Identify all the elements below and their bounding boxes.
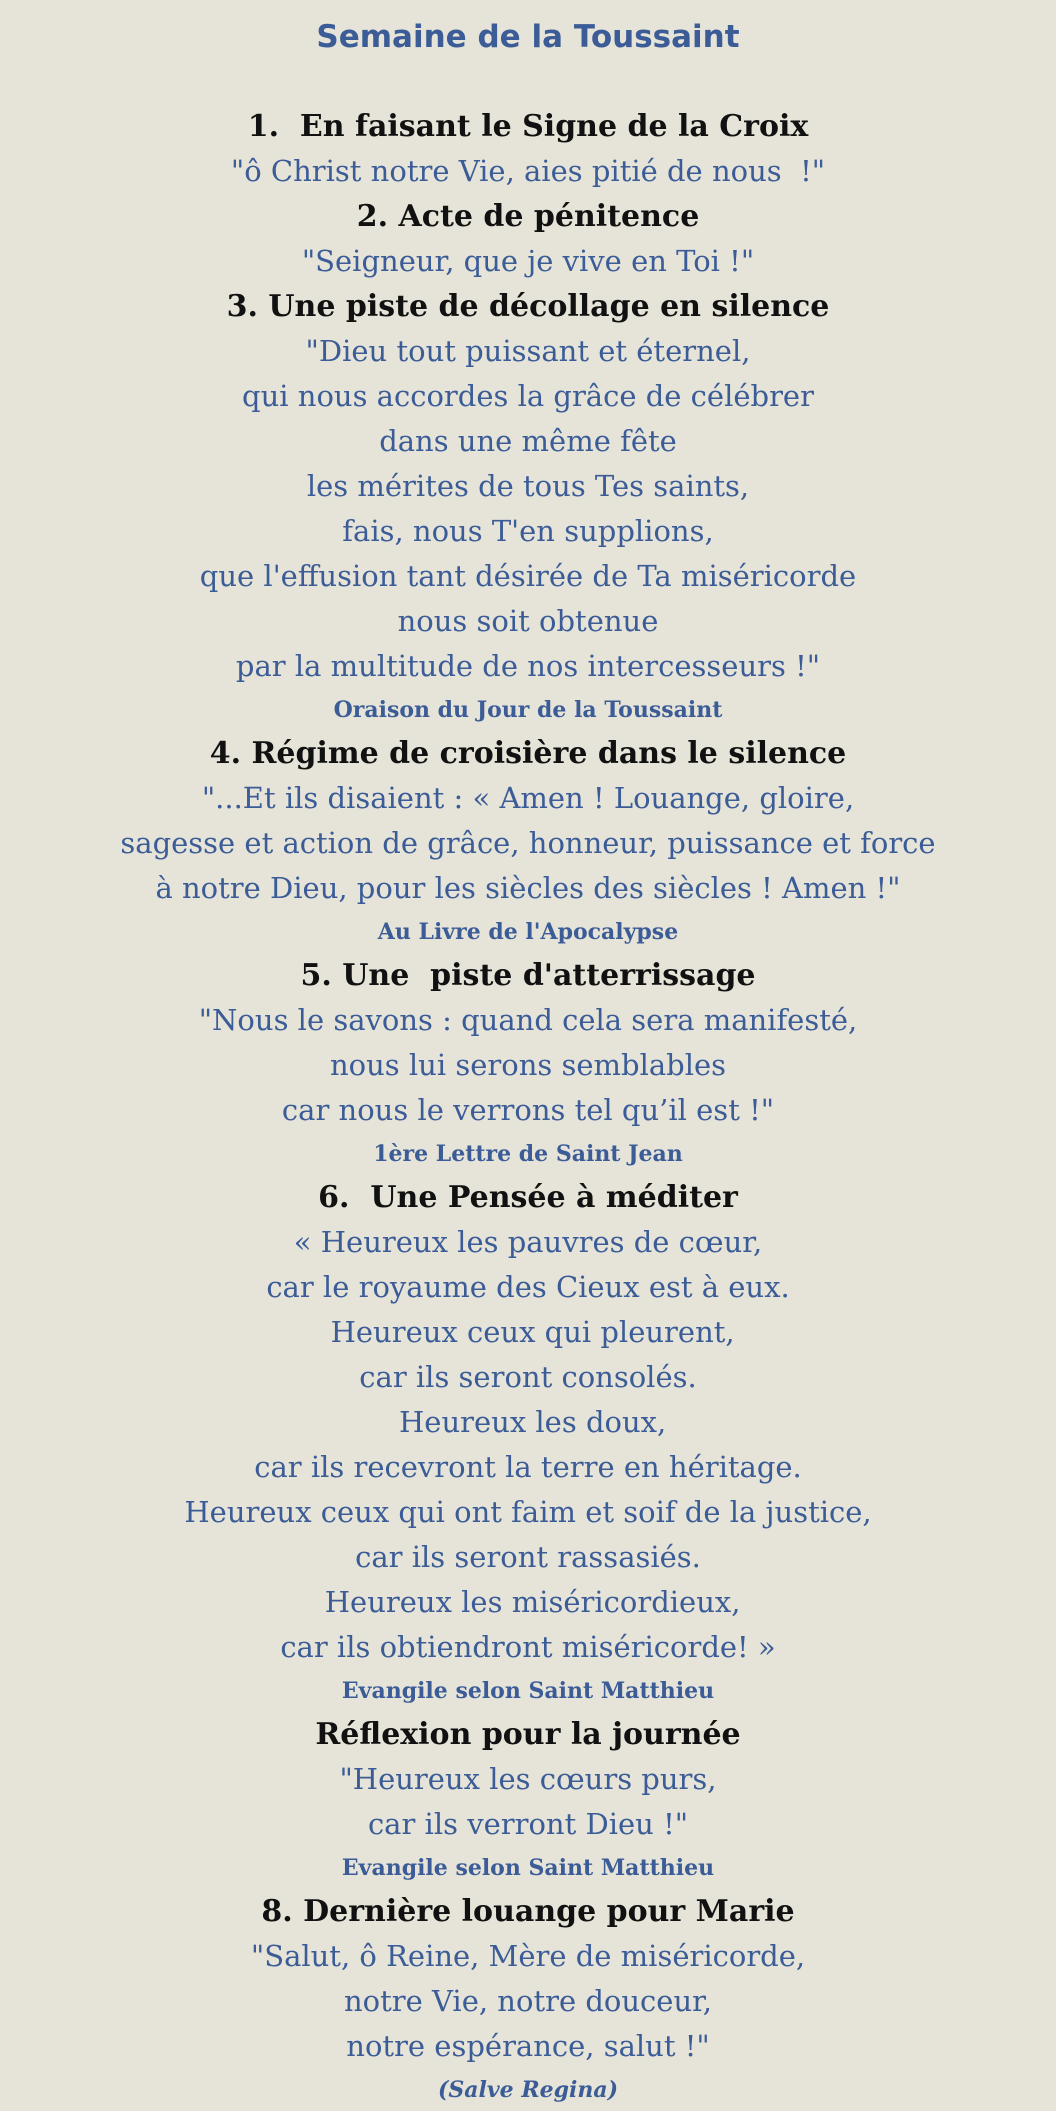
citation-source: 1ère Lettre de Saint Jean [373,1141,683,1167]
prayer-line: "Nous le savons : quand cela sera manifesté, [198,1003,858,1037]
section-heading-4: 4. Régime de croisière dans le silence [209,736,847,771]
prayer-line: Heureux les miséricordieux, [315,1585,741,1619]
prayer-line: les mérites de tous Tes saints, [306,469,750,503]
prayer-line: sagesse et action de grâce, honneur, puissance et force [120,826,936,860]
prayer-line: car ils seront consolés. [359,1360,697,1394]
citation-source: Evangile selon Saint Matthieu [341,1678,715,1704]
section-heading-5: 5. Une piste d'atterrissage [300,958,756,993]
prayer-line: "Dieu tout puissant et éternel, [305,334,751,368]
prayer-line: dans une même fête [379,424,677,458]
prayer-line: "Seigneur, que je vive en Toi !" [301,244,755,278]
prayer-line: notre Vie, notre douceur, [343,1984,713,2018]
prayer-line: notre espérance, salut !" [346,2029,710,2063]
prayer-line: car ils seront rassasiés. [355,1540,701,1574]
prayer-line: Heureux les doux, [389,1405,667,1439]
prayer-line: par la multitude de nos intercesseurs !" [235,649,821,683]
section-heading-reflection: Réflexion pour la journée [315,1717,741,1752]
prayer-line: nous soit obtenue [397,604,659,638]
citation-source: Au Livre de l'Apocalypse [377,919,679,945]
prayer-line: nous lui serons semblables [329,1048,727,1082]
prayer-line: fais, nous T'en supplions, [342,514,714,548]
document-content [0,104,1056,2111]
prayer-line: "ô Christ notre Vie, aies pitié de nous !" [230,154,826,188]
prayer-line: Heureux ceux qui ont faim et soif de la justice, [184,1495,872,1529]
prayer-line: car ils recevront la terre en héritage. [254,1450,802,1484]
prayer-line: Heureux ceux qui pleurent, [321,1315,735,1349]
citation-source: Evangile selon Saint Matthieu [341,1855,715,1881]
page-title: Semaine de la Toussaint [316,19,740,55]
section-heading-6: 6. Une Pensée à méditer [318,1180,738,1215]
prayer-line: que l'effusion tant désirée de Ta miséricorde [199,559,857,593]
prayer-line: qui nous accordes la grâce de célébrer [242,379,814,413]
citation-source: Oraison du Jour de la Toussaint [333,697,723,723]
prayer-line: car ils verront Dieu !" [367,1807,689,1841]
prayer-line: "Salut, ô Reine, Mère de miséricorde, [250,1939,806,1973]
prayer-line: car nous le verrons tel qu’il est !" [281,1093,775,1127]
prayer-line: car le royaume des Cieux est à eux. [266,1270,790,1304]
section-heading-1: 1. En faisant le Signe de la Croix [247,109,809,144]
prayer-line: à notre Dieu, pour les siècles des siècles ! Amen !" [155,871,901,905]
prayer-line: car ils obtiendront miséricorde! » [280,1630,776,1664]
section-heading-3: 3. Une piste de décollage en silence [226,289,830,324]
prayer-line: "...Et ils disaient : « Amen ! Louange, gloire, [201,781,855,815]
citation-source: (Salve Regina) [437,2077,619,2103]
section-heading-2: 2. Acte de pénitence [356,199,700,234]
prayer-line: "Heureux les cœurs purs, [339,1762,717,1796]
prayer-line: « Heureux les pauvres de cœur, [293,1225,763,1259]
section-heading-8: 8. Dernière louange pour Marie [261,1894,795,1929]
